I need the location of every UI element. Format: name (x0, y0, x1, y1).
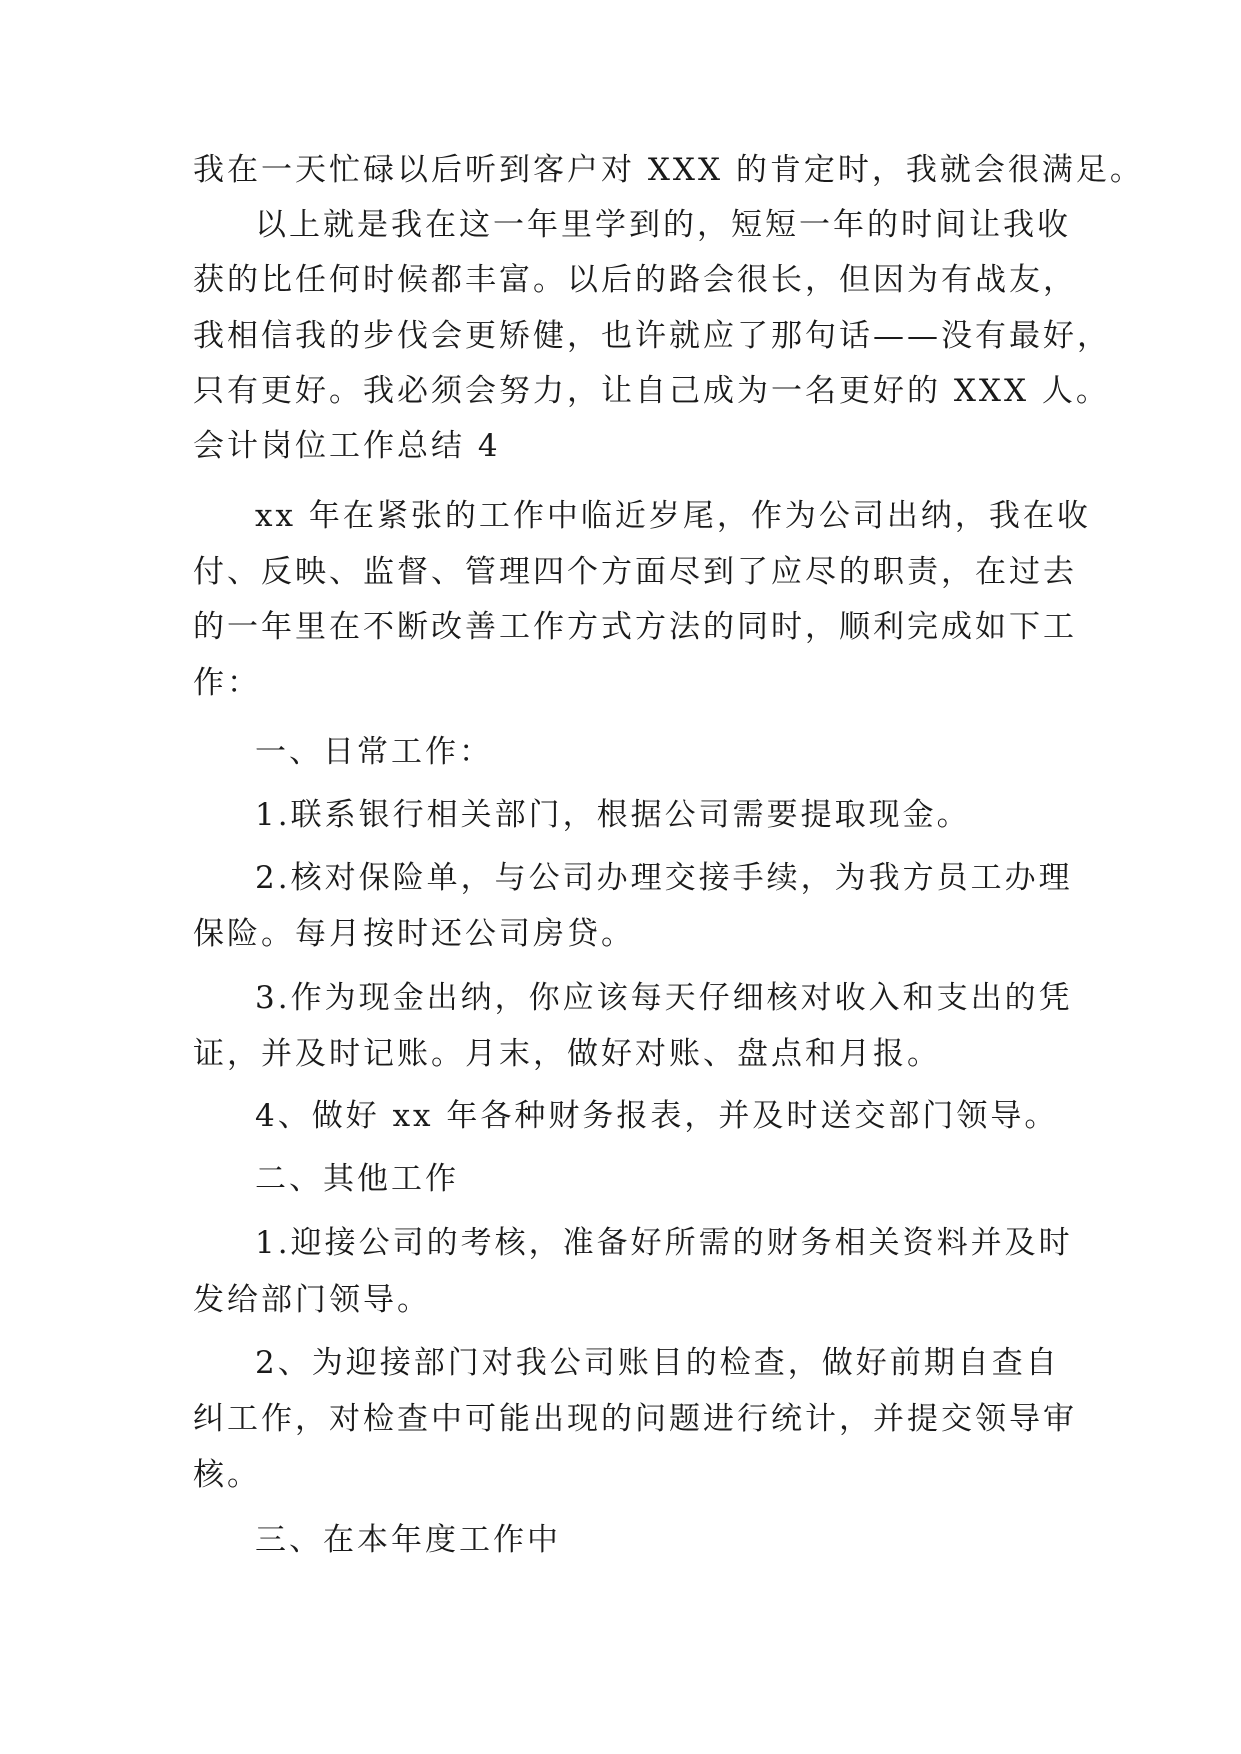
text-line: 以上就是我在这一年里学到的，短短一年的时间让我收 (255, 207, 1071, 243)
text-line: 发给部门领导。 (193, 1282, 431, 1318)
list-item: 1.联系银行相关部门，根据公司需要提取现金。 (255, 797, 971, 833)
text-line: 只有更好。我必须会努力，让自己成为一名更好的 XXX 人。 (193, 373, 1110, 409)
list-item: 1.迎接公司的考核，准备好所需的财务相关资料并及时 (255, 1225, 1073, 1261)
text-line: 保险。每月按时还公司房贷。 (193, 916, 635, 952)
text-line: 核。 (193, 1457, 261, 1493)
text-line: 我相信我的步伐会更矫健，也许就应了那句话——没有最好， (193, 318, 1111, 354)
text-line: 纠工作，对检查中可能出现的问题进行统计，并提交领导审 (193, 1401, 1077, 1437)
list-heading: 一、日常工作： (255, 734, 493, 770)
text-line: 证，并及时记账。月末，做好对账、盘点和月报。 (193, 1036, 941, 1072)
section-heading: 会计岗位工作总结 4 (193, 428, 501, 464)
list-item: 2.核对保险单，与公司办理交接手续，为我方员工办理 (255, 860, 1073, 896)
list-item: 2、为迎接部门对我公司账目的检查，做好前期自查自 (255, 1345, 1060, 1381)
list-item: 4、做好 xx 年各种财务报表，并及时送交部门领导。 (255, 1098, 1059, 1134)
text-line: xx 年在紧张的工作中临近岁尾，作为公司出纳，我在收 (255, 498, 1091, 534)
list-item: 3.作为现金出纳，你应该每天仔细核对收入和支出的凭 (255, 980, 1073, 1016)
text-line: 获的比任何时候都丰富。以后的路会很长，但因为有战友， (193, 262, 1077, 298)
text-line: 作： (193, 665, 261, 701)
list-heading: 二、其他工作 (255, 1161, 459, 1197)
text-line: 的一年里在不断改善工作方式方法的同时，顺利完成如下工 (193, 609, 1077, 645)
list-heading: 三、在本年度工作中 (255, 1522, 561, 1558)
text-line: 付、反映、监督、管理四个方面尽到了应尽的职责，在过去 (193, 554, 1077, 590)
text-line: 我在一天忙碌以后听到客户对 XXX 的肯定时，我就会很满足。 (193, 152, 1144, 188)
